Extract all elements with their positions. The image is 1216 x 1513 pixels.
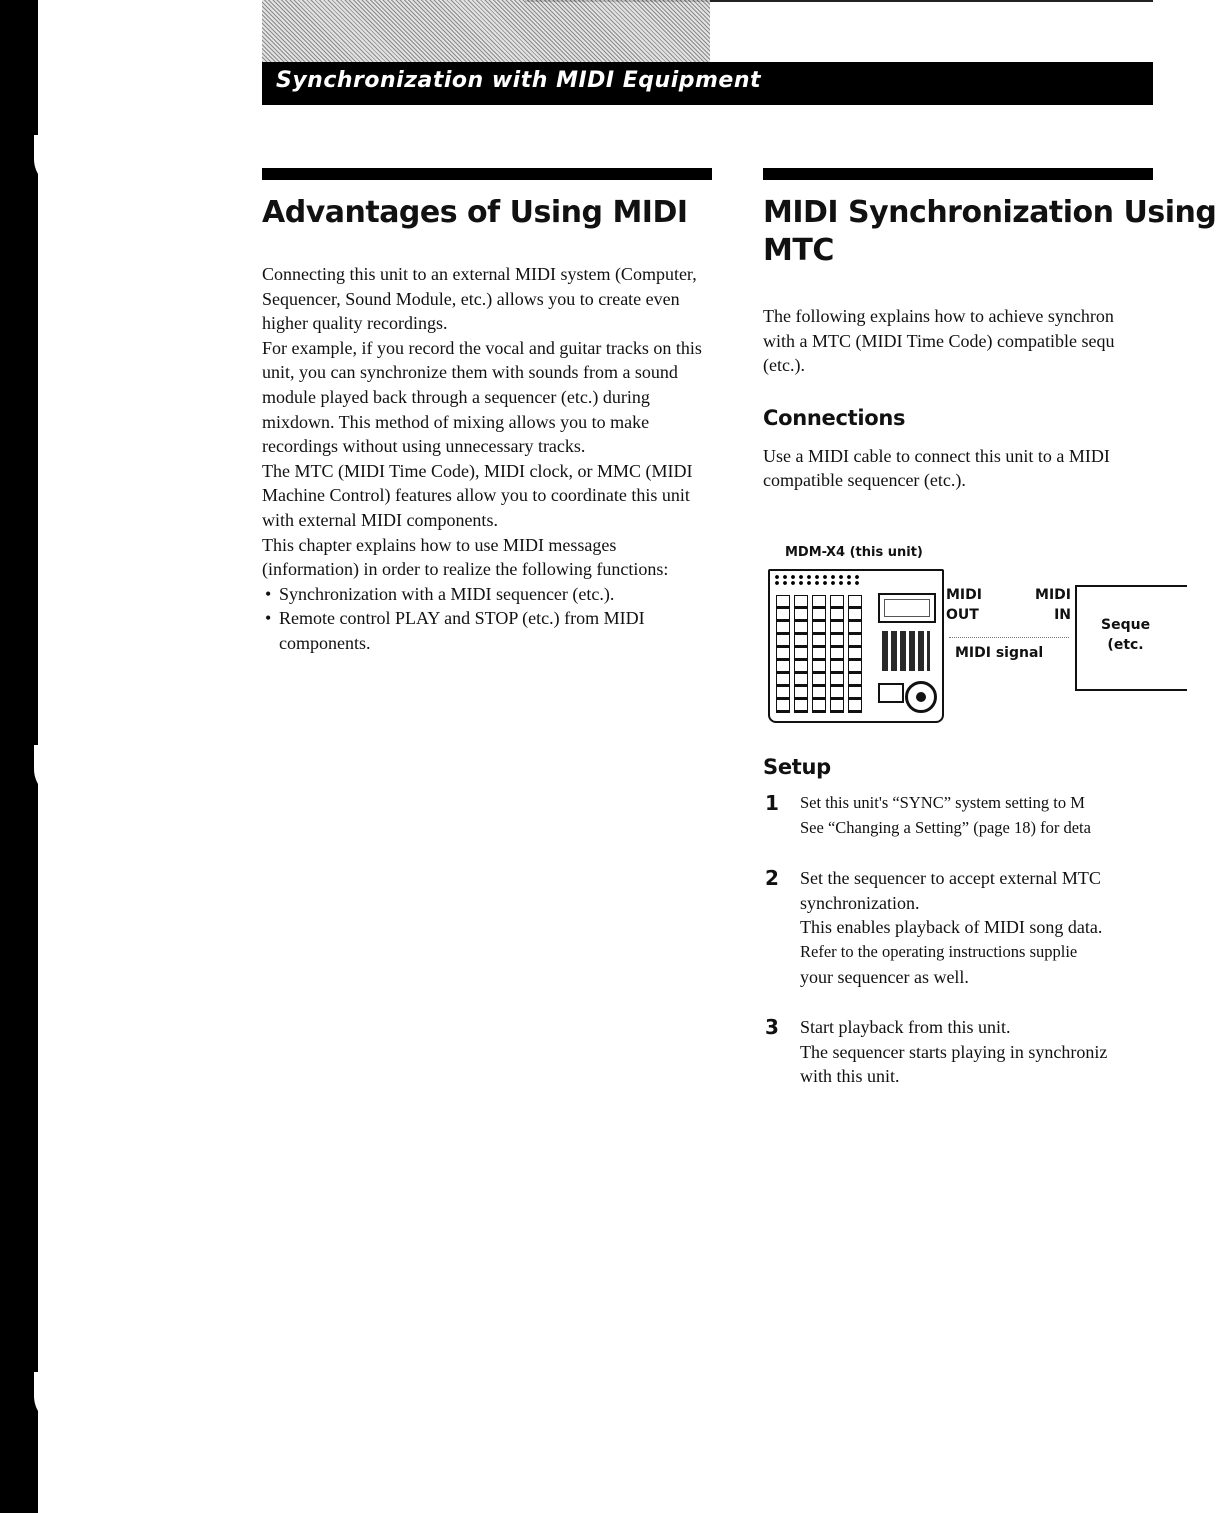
button-icon: [878, 683, 904, 703]
section-heading-continued: MTC: [763, 233, 834, 268]
left-column: [262, 168, 712, 656]
unit-label: MDM-X4 (this unit): [785, 544, 923, 560]
text-line: Use a MIDI cable to connect this unit to a MIDI: [763, 445, 1110, 466]
step-3: [763, 1015, 1153, 1089]
midi-signal-label: MIDI signal: [955, 644, 1044, 661]
step-line: See “Changing a Setting” (page 18) for deta: [800, 817, 1091, 837]
midi-out-label: MIDI OUT: [946, 586, 982, 623]
list-item: • Synchronization with a MIDI sequencer (etc.).: [262, 582, 712, 607]
binding-notch: [34, 135, 64, 189]
step-number: 3: [765, 1015, 779, 1040]
step-line: Set this unit's “SYNC” system setting to M: [800, 792, 1085, 812]
binding-notch: [34, 745, 64, 799]
connections-section: [763, 404, 1153, 493]
display-icon: [878, 593, 936, 623]
step-1: [763, 791, 1153, 840]
step-line: This enables playback of MIDI song data.: [800, 917, 1103, 938]
right-column: [763, 168, 1216, 1468]
header-bar: [262, 62, 1153, 105]
intro-text: [763, 304, 1153, 378]
subheading: Connections: [763, 405, 906, 430]
fader-icon: [776, 595, 790, 713]
subheading: Setup: [763, 754, 831, 779]
step-line: Set the sequencer to accept external MTC: [800, 868, 1101, 889]
midi-in-label: MIDI IN: [1035, 586, 1071, 623]
scan-mark: [0, 66, 4, 104]
step-line: your sequencer as well.: [800, 966, 969, 987]
intro-line: The following explains how to achieve synchron: [763, 306, 1114, 326]
connection-diagram: [763, 545, 1183, 725]
step-line: with this unit.: [800, 1066, 900, 1087]
chapter-title: Synchronization with MIDI Equipment: [276, 68, 761, 93]
header-texture: [262, 0, 710, 62]
step-line: Refer to the operating instructions supplie: [800, 941, 1078, 961]
mixer-unit-illustration: [768, 569, 944, 723]
step-line: The sequencer starts playing in synchroniz: [800, 1041, 1108, 1062]
step-number: 1: [765, 790, 779, 815]
fader-icon: [812, 595, 826, 713]
section-heading: MIDI Synchronization Using: [763, 195, 1216, 230]
paragraph: For example, if you record the vocal and guitar tracks on this unit, you can synchronize them with sounds from a sound module played back through a sequencer (etc.) during mixdown. This method of mixing allows you to make recordings without using unnecessary tracks.: [262, 337, 702, 457]
step-2: [763, 866, 1153, 989]
signal-line: [949, 637, 1069, 638]
transport-keys-icon: [882, 631, 930, 671]
fader-icon: [848, 595, 862, 713]
paragraph: The MTC (MIDI Time Code), MIDI clock, or MMC (MIDI Machine Control) features allow you to coordinate this unit with external MIDI components.: [262, 460, 693, 530]
fader-icon: [794, 595, 808, 713]
sequencer-label: Seque (etc.: [1101, 616, 1151, 653]
knob-row: [773, 574, 863, 586]
left-body: [262, 262, 712, 656]
text-line: compatible sequencer (etc.).: [763, 470, 966, 491]
sequencer-box: [1075, 585, 1187, 691]
setup-steps: [763, 791, 1153, 1089]
function-list: [262, 582, 712, 656]
fader-icon: [830, 595, 844, 713]
binding-notch: [34, 1372, 64, 1426]
intro-line: (etc.).: [763, 355, 805, 376]
step-number: 2: [765, 866, 779, 891]
binding-edge: [0, 0, 38, 1513]
heading-rule: [763, 168, 1153, 180]
section-heading: Advantages of Using MIDI: [262, 195, 688, 230]
connections-text: [763, 444, 1153, 493]
jog-wheel-icon: [905, 681, 937, 713]
paragraph: This chapter explains how to use MIDI messages (information) in order to realize the following functions:: [262, 534, 669, 580]
setup-section: [763, 753, 1153, 1089]
step-line: Start playback from this unit.: [800, 1017, 1011, 1038]
paragraph: Connecting this unit to an external MIDI system (Computer, Sequencer, Sound Module, etc.) allows you to create even higher quality recordings.: [262, 264, 697, 334]
intro-line: with a MTC (MIDI Time Code) compatible sequ: [763, 330, 1115, 351]
step-line: synchronization.: [800, 892, 920, 913]
list-item: • Remote control PLAY and STOP (etc.) from MIDI components.: [262, 606, 712, 655]
heading-rule: [262, 168, 712, 180]
